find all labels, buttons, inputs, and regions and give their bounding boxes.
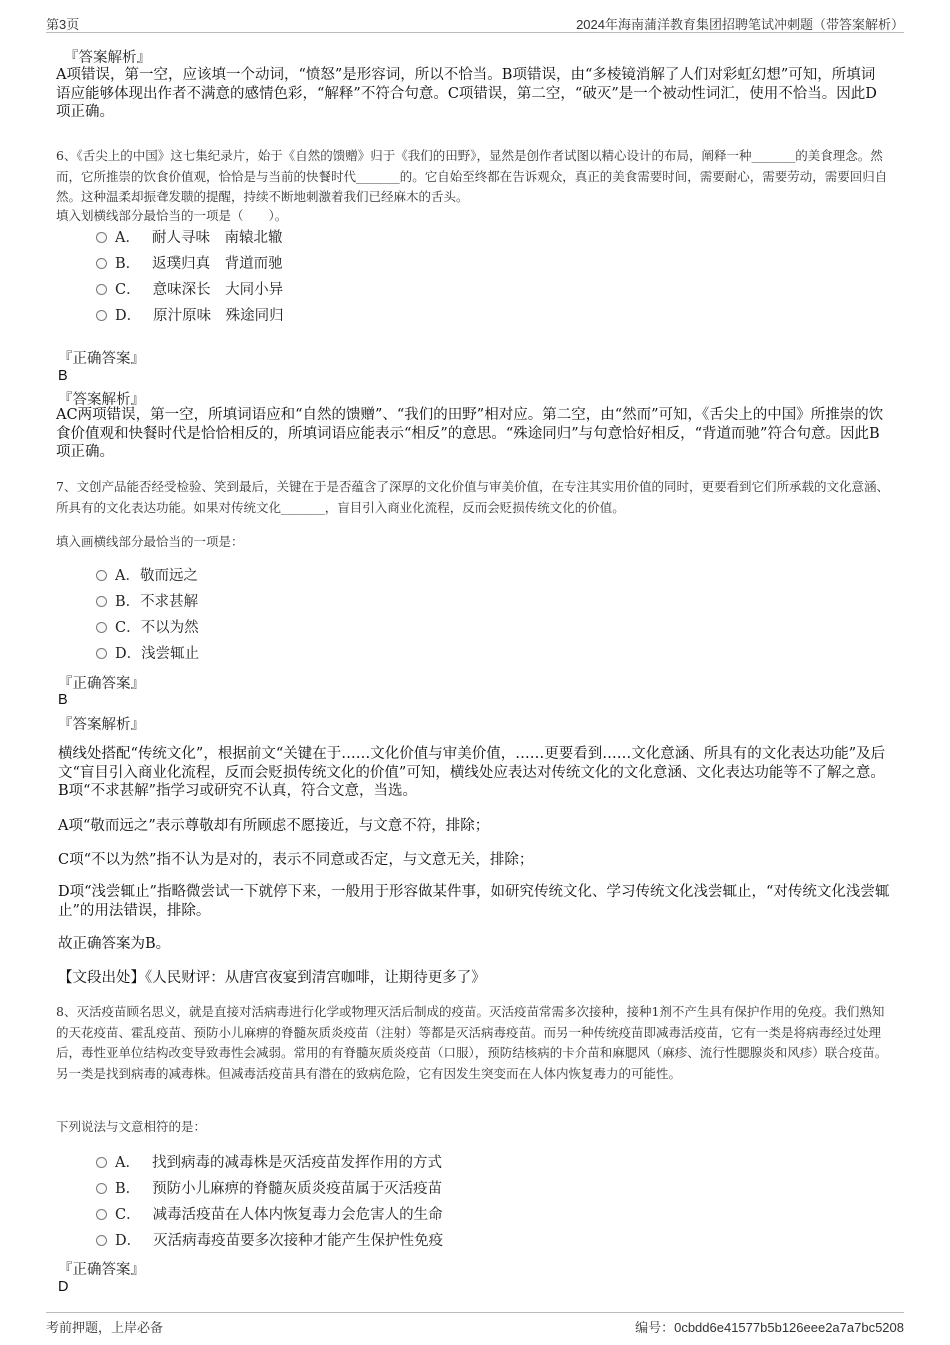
- q7-source: 【文段出处】《人民财评：从唐宫夜宴到清宫咖啡，让期待更多了》: [58, 970, 486, 986]
- q8-option-b[interactable]: B． 预防小儿麻痹的脊髓灰质炎疫苗属于灭活疫苗: [96, 1179, 442, 1199]
- q8-correct-label: 『正确答案』: [58, 1262, 145, 1278]
- radio-icon[interactable]: [96, 1183, 107, 1194]
- q6-answer: B: [58, 368, 68, 384]
- q7-correct-label: 『正确答案』: [58, 676, 145, 692]
- q7-analysis-p1: 横线处搭配“传统文化”，根据前文“关键在于……文化价值与审美价值，……更要看到……文化意涵、所具有的文化表达功能”及后文“盲目引入商业化流程，反而会贬损传统文化的价值”可知，横线处应表达对传统文化的文化意涵、文化表达功能等不了解之意。B项“不求甚解”指学习或研究不认真，符合文意，当选。: [58, 746, 886, 799]
- radio-icon[interactable]: [96, 570, 107, 581]
- q7-analysis-p3: C项“不以为然”指不认为是对的，表示不同意或否定，与文意无关，排除；: [58, 852, 534, 868]
- q6-option-c[interactable]: C． 意味深长 大同小异: [96, 280, 283, 300]
- radio-icon[interactable]: [96, 1157, 107, 1168]
- radio-icon[interactable]: [96, 1209, 107, 1220]
- page-footer: [46, 1312, 904, 1337]
- q7-option-c[interactable]: C．不以为然: [96, 618, 199, 638]
- page-header: [46, 12, 904, 33]
- radio-icon[interactable]: [96, 622, 107, 633]
- q5-analysis: A项错误，第一空，应该填一个动词，“愤怒”是形容词，所以不恰当。B项错误，由“多棱镜消解了人们对彩虹幻想”可知，所填词语应能够体现出作者不满意的感情色彩，“解释”不符合句意。C项错误，第二空，“破灭”是一个被动性词汇，使用不恰当。因此D项正确。: [56, 67, 877, 120]
- q7-prompt: 填入画横线部分最恰当的一项是：: [56, 534, 244, 549]
- q6-correct-label: 『正确答案』: [58, 351, 145, 367]
- q7-analysis-label: 『答案解析』: [58, 717, 145, 733]
- q8-answer: D: [58, 1279, 69, 1295]
- q6-option-b[interactable]: B． 返璞归真 背道而驰: [96, 254, 283, 274]
- radio-icon[interactable]: [96, 648, 107, 659]
- q7-option-d[interactable]: D．浅尝辄止: [96, 644, 199, 664]
- q6-option-d[interactable]: D． 原汁原味 殊途同归: [96, 306, 284, 326]
- q6-analysis-label: 『答案解析』: [58, 392, 145, 408]
- q7-stem: 7、文创产品能否经受检验、笑到最后，关键在于是否蕴含了深厚的文化价值与审美价值，在专注其实用价值的同时，更要看到它们所承载的文化意涵、所具有的文化表达功能。如果对传统文化_______，盲目引入商业化流程，反而会贬损传统文化的价值。: [56, 479, 889, 515]
- q7-analysis-p5: 故正确答案为B。: [58, 936, 171, 952]
- q8-prompt: 下列说法与文意相符的是：: [56, 1119, 207, 1134]
- radio-icon[interactable]: [96, 596, 107, 607]
- radio-icon[interactable]: [96, 1235, 107, 1246]
- q6-option-a[interactable]: A． 耐人寻味 南辕北辙: [96, 228, 282, 248]
- radio-icon[interactable]: [96, 310, 107, 321]
- q8-stem: 8、灭活疫苗顾名思义，就是直接对活病毒进行化学或物理灭活后制成的疫苗。灭活疫苗常需多次接种，接种1剂不产生具有保护作用的免疫。我们熟知的天花疫苗、霍乱疫苗、预防小儿麻痹的脊髓灰质炎疫苗（注射）等都是灭活病毒疫苗。而另一种传统疫苗即减毒活疫苗，它有一类是将病毒经过处理后，毒性亚单位结构改变导致毒性会减弱。常用的有脊髓灰质炎疫苗（口服），预防结核病的卡介苗和麻腮风（麻疹、流行性腮腺炎和风疹）联合疫苗。另一类是找到病毒的减毒株。但减毒活疫苗具有潜在的致病危险，它有因发生突变而在人体内恢复毒力的可能性。: [56, 1004, 888, 1081]
- q8-option-a[interactable]: A． 找到病毒的减毒株是灭活疫苗发挥作用的方式: [96, 1153, 442, 1173]
- q7-option-a[interactable]: A．敬而远之: [96, 566, 198, 586]
- q7-option-b[interactable]: B．不求甚解: [96, 592, 198, 612]
- q7-analysis-p4: D项“浅尝辄止”指略微尝试一下就停下来，一般用于形容做某件事，如研究传统文化、学习传统文化浅尝辄止，“对传统文化浅尝辄止”的用法错误，排除。: [58, 884, 890, 919]
- q7-answer: B: [58, 692, 68, 708]
- q8-option-d[interactable]: D． 灭活病毒疫苗要多次接种才能产生保护性免疫: [96, 1231, 443, 1251]
- radio-icon[interactable]: [96, 284, 107, 295]
- q5-analysis-label: 『答案解析』: [64, 50, 151, 66]
- document-code: 编号：0cbdd6e41577b5b126eee2a7a7bc5208: [635, 1320, 904, 1335]
- q7-analysis-p2: A项“敬而远之”表示尊敬却有所顾虑不愿接近，与文意不符，排除；: [58, 818, 490, 834]
- page-number: 第3页: [46, 17, 80, 32]
- q6-analysis: AC两项错误，第一空，所填词语应和“自然的馈赠”、“我们的田野”相对应。第二空，由“然而”可知，《舌尖上的中国》所推崇的饮食价值观和快餐时代是恰恰相反的，所填词语应能表示“相反”的意思。“殊途同归”与句意恰好相反，“背道而驰”符合句意。因此B项正确。: [56, 407, 884, 460]
- document-title: 2024年海南蒲洋教育集团招聘笔试冲刺题（带答案解析）: [576, 17, 904, 32]
- q6-prompt: 填入划横线部分最恰当的一项是（ ）。: [56, 208, 288, 223]
- radio-icon[interactable]: [96, 258, 107, 269]
- radio-icon[interactable]: [96, 232, 107, 243]
- footer-slogan: 考前押题，上岸必备: [46, 1320, 164, 1335]
- q8-option-c[interactable]: C． 减毒活疫苗在人体内恢复毒力会危害人的生命: [96, 1205, 443, 1225]
- q6-stem: 6、《舌尖上的中国》这七集纪录片，始于《自然的馈赠》归于《我们的田野》，显然是创作者试图以精心设计的布局，阐释一种_______的美食理念。然而，它所推崇的饮食价值观，恰恰是与当前的快餐时代_______的。它自始至终都在告诉观众，真正的美食需要时间，需要耐心，需要劳动，需要回归自然。这种温柔却振聋发聩的提醒，持续不断地刺激着我们已经麻木的舌头。: [56, 148, 888, 204]
